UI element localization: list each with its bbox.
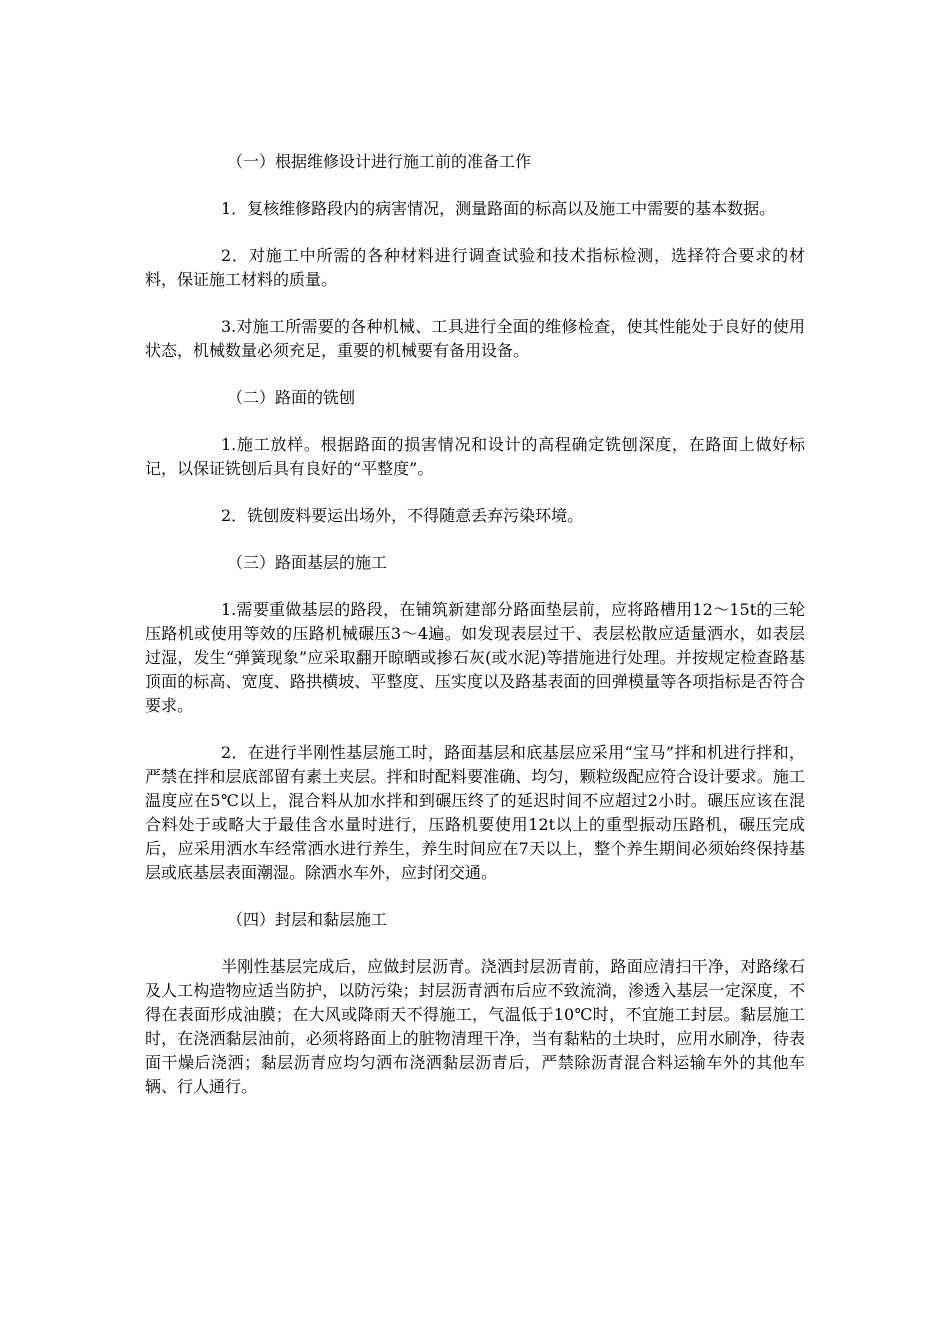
paragraph-3-1: 1.需要重做基层的路段，在铺筑新建部分路面垫层前，应将路槽用12～15t的三轮压路机或使用等效的压路机械碾压3～4遍。如发现表层过干、表层松散应适量洒水，如表层过湿，发生“弹簧现象”应采取翻开晾晒或掺石灰(或水泥)等措施进行处理。并按规定检查路基顶面的标高、宽度、路拱横坡、平整度、压实度以及路基表面的回弹模量等各项指标是否符合要求。 <box>145 600 805 715</box>
paragraph-2-1: 1.施工放样。根据路面的损害情况和设计的高程确定铣刨深度，在路面上做好标记，以保证铣刨后具有良好的“平整度”。 <box>145 435 805 478</box>
section-heading-1: （一）根据维修设计进行施工前的准备工作 <box>227 152 532 171</box>
section-heading-4: （四）封层和黏层施工 <box>227 910 388 929</box>
document-body <box>145 150 805 1099</box>
paragraph-1-3: 3.对施工所需要的各种机械、工具进行全面的维修检查，使其性能处于良好的使用状态，机械数量必须充足，重要的机械要有备用设备。 <box>145 317 805 360</box>
section-heading-2: （二）路面的铣刨 <box>227 388 356 407</box>
paragraph-1-1: 1．复核维修路段内的病害情况，测量路面的标高以及施工中需要的基本数据。 <box>221 199 776 218</box>
paragraph-2-2: 2．铣刨废料要运出场外，不得随意丢弃污染环境。 <box>221 506 584 525</box>
paragraph-3-2: 2．在进行半刚性基层施工时，路面基层和底基层应采用“宝马”拌和机进行拌和，严禁在拌和层底部留有素土夹层。拌和时配料要准确、均匀，颗粒级配应符合设计要求。施工温度应在5℃以上，混合料从加水拌和到碾压终了的延迟时间不应超过2小时。碾压应该在混合料处于或略大于最佳含水量时进行，压路机要使用12t以上的重型振动压路机，碾压完成后，应采用洒水车经常洒水进行养生，养生时间应在7天以上，整个养生期间必须始终保持基层或底基层表面潮湿。除洒水车外，应封闭交通。 <box>145 743 805 882</box>
paragraph-4-1: 半刚性基层完成后，应做封层沥青。浇洒封层沥青前，路面应清扫干净，对路缘石及人工构造物应适当防护，以防污染；封层沥青洒布后应不致流淌，渗透入基层一定深度，不得在表面形成油膜；在大风或降雨天不得施工，气温低于10℃时，不宜施工封层。黏层施工时，在浇洒黏层油前，必须将路面上的脏物清理干净，当有黏粘的土块时，应用水刷净，待表面干燥后浇洒；黏层沥青应均匀洒布浇洒黏层沥青后，严禁除沥青混合料运输车外的其他车辆、行人通行。 <box>145 957 805 1096</box>
section-heading-3: （三）路面基层的施工 <box>227 553 388 572</box>
paragraph-1-2: 2．对施工中所需的各种材料进行调查试验和技术指标检测，选择符合要求的材料，保证施工材料的质量。 <box>145 246 805 289</box>
